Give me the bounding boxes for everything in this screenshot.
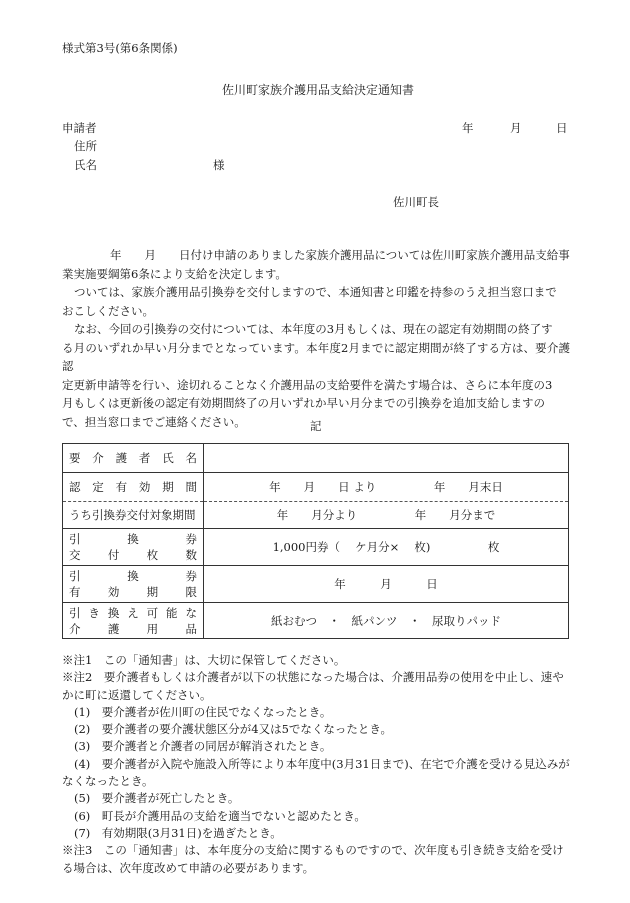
- label-char: 券: [185, 569, 197, 583]
- table-row: [63, 603, 569, 639]
- label-char: 間: [185, 480, 197, 494]
- voucher-period-value: 年 月分より 年 月分まで: [204, 502, 569, 529]
- label-char: 枚: [146, 548, 159, 562]
- date-year: 年: [462, 121, 474, 135]
- note-item: (3) 要介護者と介護者の同居が解消されたとき。: [74, 739, 332, 754]
- paragraph-2-line: ついては、家族介護用品引換券を交付しますので、本通知書と印鑑を持参のうえ担当窓口まで: [74, 285, 557, 299]
- caregiver-name-label: [63, 444, 204, 473]
- exchangeable-items-label: [63, 603, 204, 639]
- table-row: [63, 529, 569, 566]
- label-char: 引: [69, 532, 81, 546]
- label-char: 効: [107, 585, 120, 599]
- paragraph-3: [62, 320, 570, 431]
- form-number: 様式第3号(第6条関係): [62, 41, 178, 55]
- paragraph-3-line: 定更新申請等を行い、途切れることなく介護用品の支給要件を満たす場合は、さらに本年度の3: [62, 377, 553, 392]
- label-char: 護: [115, 451, 128, 465]
- paragraph-3-line: で、担当窓口までご連絡ください。: [62, 414, 246, 429]
- label-char: 換: [127, 532, 139, 546]
- note-item: (4) 要介護者が入院や施設入所等により本年度中(3月31日まで)、在宅で介護を受ける見込みが: [74, 756, 570, 771]
- paragraph-1: [62, 246, 570, 283]
- table-row: [63, 566, 569, 603]
- applicant-label: 申請者: [62, 121, 97, 135]
- exchangeable-items-value: 紙おむつ ・ 紙パンツ ・ 尿取りパッド: [204, 603, 569, 639]
- label-char: 者: [138, 451, 151, 465]
- honorific: 様: [213, 158, 225, 172]
- label-char: 交: [69, 548, 81, 562]
- table-row: [63, 473, 569, 502]
- label-char: 可: [146, 605, 159, 620]
- caregiver-name-value: [204, 444, 569, 473]
- label-char: 用: [146, 621, 159, 636]
- note-3-line: ※注3 この「通知書」は、本年度分の支給に関するものですので、次年度も引き続き支給を受け: [62, 843, 564, 858]
- note-2-line: ※注2 要介護者もしくは介護者が以下の状態になった場合は、介護用品券の使用を中止し、速や: [62, 670, 564, 685]
- label-char: え: [127, 605, 139, 620]
- label-char: 付: [107, 548, 120, 562]
- label-char: 引: [69, 569, 81, 583]
- label-char: 限: [185, 585, 197, 599]
- label-char: 介: [69, 621, 81, 636]
- document-title: 佐川町家族介護用品支給決定通知書: [222, 83, 415, 97]
- notes: [62, 652, 572, 877]
- paragraph-3-line: なお、今回の引換券の交付については、本年度の3月もしくは、現在の認定有効期間の終了す: [74, 322, 553, 336]
- note-3-line: る場合は、次年度改めて申請の必要があります。: [62, 860, 315, 875]
- label-char: 換: [107, 605, 120, 620]
- paragraph-1-line: 業実施要綱第6条により支給を決定します。: [62, 266, 287, 281]
- label-char: 券: [185, 532, 197, 546]
- label-char: 引: [69, 605, 81, 620]
- label-char: 有: [115, 480, 128, 494]
- address-label: 住所: [74, 139, 97, 153]
- voucher-expiry-label: [63, 566, 204, 603]
- paragraph-3-line: る月のいずれか早い月分までとなっています。本年度2月までに認定期間が終了する方は、要介護認: [62, 340, 570, 373]
- label-char: 介: [92, 451, 104, 465]
- label-char: な: [185, 605, 197, 620]
- note-1: ※注1 この「通知書」は、大切に保管してください。: [62, 653, 346, 667]
- label-char: 期: [162, 480, 174, 494]
- name-label: 氏名: [74, 158, 97, 172]
- label-char: 効: [138, 480, 151, 494]
- note-2-line: かに町に返還してください。: [62, 687, 212, 702]
- paragraph-2: [62, 283, 570, 320]
- note-item: (1) 要介護者が佐川町の住民でなくなったとき。: [74, 704, 332, 719]
- date-day: 日: [556, 121, 568, 135]
- note-item: (5) 要介護者が死亡したとき。: [74, 791, 240, 806]
- label-char: 換: [127, 569, 139, 583]
- decision-table: [62, 443, 569, 639]
- paragraph-1-line: 年 月 日付け申請のありました家族介護用品については佐川町家族介護用品支給事: [110, 248, 570, 262]
- certification-period-label: [63, 473, 204, 502]
- label-char: 要: [69, 451, 81, 465]
- label-char: 数: [185, 548, 197, 562]
- issuer: 佐川町長: [393, 195, 439, 209]
- voucher-count-label: [63, 529, 204, 566]
- label-char: 能: [166, 605, 178, 620]
- label-char: 有: [69, 585, 81, 599]
- ki-heading: 記: [310, 419, 322, 433]
- label-char: き: [88, 605, 100, 620]
- note-item: (7) 有効期限(3月31日)を過ぎたとき。: [74, 825, 282, 840]
- table-row: [63, 444, 569, 473]
- voucher-count-value: 1,000円券（ ケ月分× 枚) 枚: [204, 529, 569, 566]
- label-char: 定: [92, 480, 104, 494]
- table-row: [63, 502, 569, 529]
- paragraph-3-line: 月もしくは更新後の認定有効期間終了の月いずれか早い月分までの引換券を追加支給しますの: [62, 396, 545, 410]
- voucher-period-label: うち引換券交付対象期間: [63, 502, 204, 529]
- note-item-continued: なくなったとき。: [62, 774, 154, 789]
- voucher-expiry-value: 年 月 日: [204, 566, 569, 603]
- label-char: 名: [185, 451, 197, 465]
- label-char: 認: [69, 480, 81, 494]
- note-item: (6) 町長が介護用品の支給を適当でないと認めたとき。: [74, 808, 366, 823]
- label-char: 品: [185, 621, 197, 636]
- label-char: 氏: [162, 451, 174, 465]
- paragraph-2-line: おこしください。: [62, 303, 154, 318]
- certification-period-value: 年 月 日 より 年 月末日: [204, 473, 569, 502]
- note-item: (2) 要介護者の要介護状態区分が4又は5でなくなったとき。: [74, 722, 392, 737]
- label-char: 護: [107, 621, 120, 636]
- date-month: 月: [510, 121, 522, 135]
- label-char: 期: [146, 585, 159, 599]
